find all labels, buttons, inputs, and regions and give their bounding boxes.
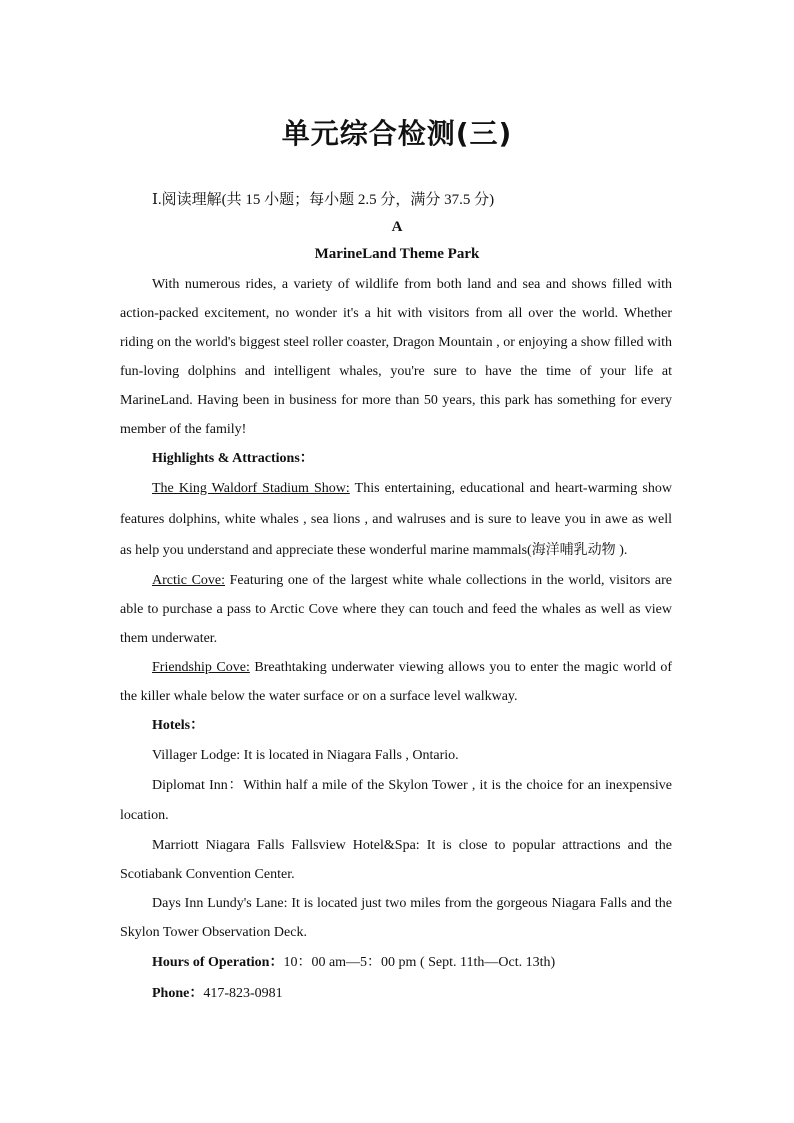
intro-paragraph: With numerous rides, a variety of wildlife from both land and sea and shows filled with action-packed excitement, no wonder it's a hit with visitors from all over the world. Whether riding on the world's biggest steel roller coaster, Dragon Mountain , or enjoying a show filled with fun-loving dolphins and intelligent whales, you're sure to have the time of your life at MarineLand. Having been in business for more than 50 years, this park has something for every member of the family!: [120, 277, 672, 437]
attraction-2: [120, 566, 672, 653]
hours-value: 10：00 am—5：00 pm ( Sept. 11th—Oct. 13th): [283, 955, 556, 970]
phone-label: Phone：: [152, 986, 204, 1001]
attraction-2-text: Featuring one of the largest white whale collections in the world, visitors are able to purchase a pass to Arctic Cove where they can touch and feed the whales as well as view them underwater.: [120, 573, 672, 646]
hours-label: Hours of Operation：: [152, 955, 284, 970]
attraction-2-name: Arctic Cove:: [152, 573, 226, 588]
hotel-4: Days Inn Lundy's Lane: It is located just two miles from the gorgeous Niagara Falls and the Skylon Tower Observation Deck.: [120, 896, 672, 940]
attraction-3: [120, 653, 672, 711]
hotel-2: Diplomat Inn：Within half a mile of the Skylon Tower , it is the choice for an inexpensive location.: [120, 778, 672, 823]
passage-label: A: [391, 219, 403, 235]
highlights-heading: Highlights & Attractions：: [152, 451, 314, 466]
phone-line: [120, 978, 672, 1009]
hotel-3: Marriott Niagara Falls Fallsview Hotel&Spa: It is close to popular attractions and the Scotiabank Convention Center.: [120, 838, 672, 882]
hotels-heading: Hotels：: [152, 718, 205, 733]
passage-body: [120, 270, 672, 1009]
attraction-1-text: This entertaining, educational and heart-warming show features dolphins, white whales , sea lions , and walruses and is sure to leave you in awe as well as help you understand and appreciate these wonderful marine mammals(: [120, 481, 672, 558]
attraction-3-name: Friendship Cove:: [152, 660, 250, 675]
hours-line: [120, 947, 672, 978]
attraction-1-name: The King Waldorf Stadium Show:: [152, 481, 350, 496]
attraction-3-text: Breathtaking underwater viewing allows you to enter the magic world of the killer whale below the water surface or on a surface level walkway.: [120, 660, 672, 704]
passage-title: MarineLand Theme Park: [314, 246, 480, 262]
attraction-1-cn: 海洋哺乳动物: [531, 542, 616, 558]
hotel-1: Villager Lodge: It is located in Niagara Falls , Ontario.: [152, 748, 459, 763]
attraction-1-tail: ).: [615, 543, 628, 558]
phone-value: 417-823-0981: [203, 986, 283, 1001]
page-title: 单元综合检测(三): [281, 117, 513, 150]
attraction-1: [120, 473, 672, 566]
section-heading: Ⅰ.阅读理解(共 15 小题；每小题 2.5 分，满分 37.5 分): [152, 192, 495, 208]
